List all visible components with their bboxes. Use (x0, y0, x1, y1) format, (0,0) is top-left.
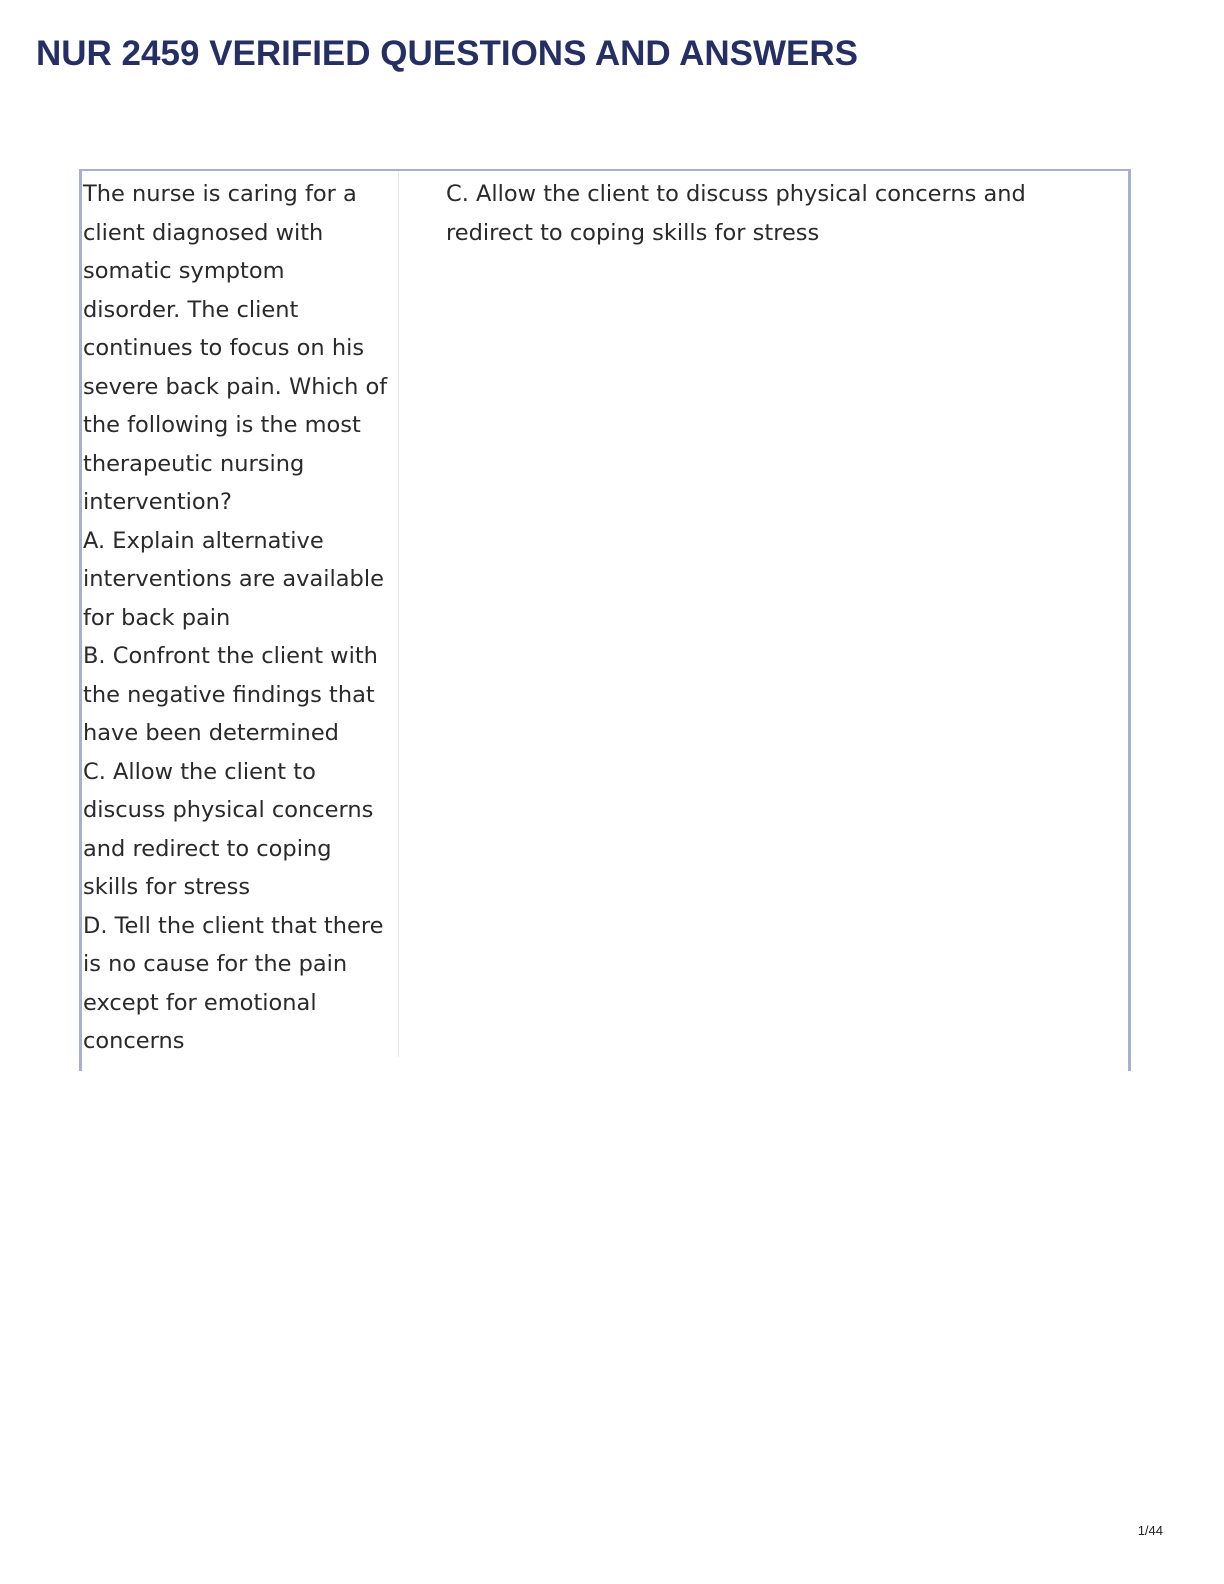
column-divider (398, 171, 399, 1057)
answer-text: C. Allow the client to discuss physical concerns and redirect to coping skills for stress (446, 181, 1026, 246)
question-text: The nurse is caring for a client diagnosed with somatic symptom disorder. The client continues to focus on his severe back pain. Which of the following is the most therapeutic nursing intervention? A. Explain alternative interventions are available for back pain B. Confront the client with the negative findings that have been determined C. Allow the client to discuss physical concerns and redirect to coping skills for stress D. Tell the client that there is no cause for the pain except for emotional concerns (83, 181, 388, 1054)
document-title: NUR 2459 VERIFIED QUESTIONS AND ANSWERS (36, 34, 858, 73)
flashcard (79, 169, 1131, 1071)
page-indicator: 1/44 (1137, 1523, 1163, 1538)
